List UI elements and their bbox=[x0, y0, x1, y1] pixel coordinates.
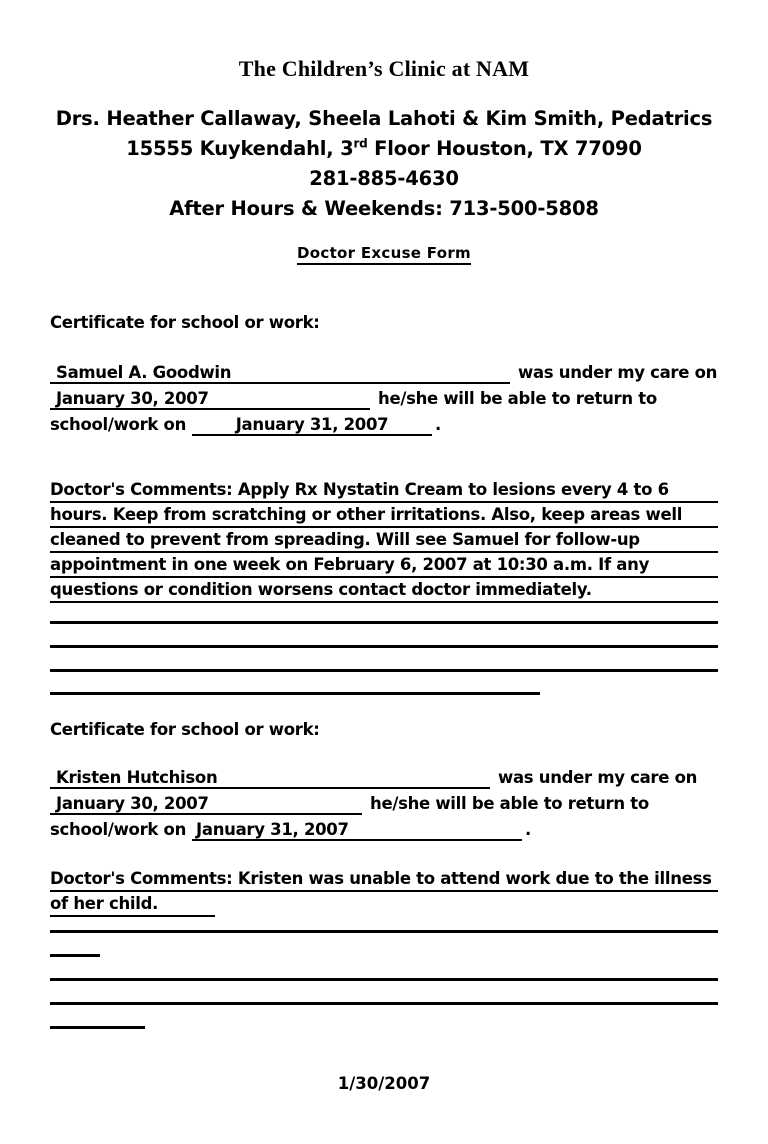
certificate-2-care-date[interactable]: January 30, 2007 bbox=[50, 794, 362, 815]
comments-1-line-text: questions or condition worsens contact doctor immediately. bbox=[50, 580, 592, 599]
certificate-1-heading: Certificate for school or work: bbox=[50, 313, 320, 332]
certificate-1-care-date[interactable]: January 30, 2007 bbox=[50, 389, 370, 410]
certificate-1-school-work-label: school/work on bbox=[50, 415, 187, 434]
certificate-2-care-date-row bbox=[50, 794, 649, 815]
comments-1-line bbox=[50, 503, 718, 528]
blank-rule bbox=[50, 621, 718, 624]
blank-rule bbox=[50, 978, 718, 981]
comments-2-line bbox=[50, 867, 718, 892]
certificate-1-care-date-row bbox=[50, 389, 657, 410]
blank-rule bbox=[50, 954, 100, 957]
comments-1-line-text: Doctor's Comments: Apply Rx Nystatin Cream to lesions every 4 to 6 bbox=[50, 480, 669, 499]
certificate-2-heading: Certificate for school or work: bbox=[50, 720, 320, 739]
address-prefix: 15555 Kuykendahl, 3 bbox=[126, 137, 354, 160]
certificate-1-name-row bbox=[50, 363, 717, 384]
certificate-2-name-row bbox=[50, 768, 697, 789]
certificate-2-return-row bbox=[50, 820, 531, 841]
certificate-2-return-date[interactable]: January 31, 2007 bbox=[192, 820, 522, 841]
blank-rule bbox=[50, 930, 718, 933]
certificate-2-return-text: he/she will be able to return to bbox=[370, 794, 649, 813]
blank-rule bbox=[50, 669, 718, 672]
clinic-header-block bbox=[0, 104, 768, 224]
certificate-1-period: . bbox=[435, 415, 441, 434]
comments-2-line-text: of her child. bbox=[50, 894, 159, 913]
after-hours-line: After Hours & Weekends: 713-500-5808 bbox=[169, 197, 599, 220]
address-ordinal: rd bbox=[353, 136, 368, 151]
certificate-1-patient-name[interactable]: Samuel A. Goodwin bbox=[50, 363, 510, 384]
comments-1-line bbox=[50, 578, 718, 603]
comments-2-line-text: Doctor's Comments: Kristen was unable to attend work due to the illness bbox=[50, 869, 712, 888]
phone-line: 281-885-4630 bbox=[309, 167, 459, 190]
certificate-1-care-text: was under my care on bbox=[518, 363, 718, 382]
comments-1-line-text: appointment in one week on February 6, 2007 at 10:30 a.m. If any bbox=[50, 555, 650, 574]
certificate-2-period: . bbox=[525, 820, 531, 839]
doctors-line: Drs. Heather Callaway, Sheela Lahoti & Kim Smith, Pedatrics bbox=[55, 107, 713, 130]
form-title: Doctor Excuse Form bbox=[297, 244, 471, 265]
certificate-2-school-work-label: school/work on bbox=[50, 820, 187, 839]
clinic-title: The Children’s Clinic at NAM bbox=[238, 56, 530, 81]
comments-1-line bbox=[50, 528, 718, 553]
blank-rule bbox=[50, 1002, 718, 1005]
comments-1-line-text: hours. Keep from scratching or other irritations. Also, keep areas well bbox=[50, 505, 683, 524]
address-suffix: Floor Houston, TX 77090 bbox=[367, 137, 642, 160]
blank-rule bbox=[50, 645, 718, 648]
comments-1-line bbox=[50, 478, 718, 503]
certificate-1-return-date[interactable]: January 31, 2007 bbox=[192, 415, 432, 436]
form-title-wrap bbox=[0, 244, 768, 265]
blank-rule bbox=[50, 692, 540, 695]
certificate-1-return-row bbox=[50, 415, 441, 436]
certificate-2-patient-name[interactable]: Kristen Hutchison bbox=[50, 768, 490, 789]
footer-date: 1/30/2007 bbox=[337, 1074, 431, 1093]
comments-1-line bbox=[50, 553, 718, 578]
address-line bbox=[0, 134, 768, 164]
certificate-2-care-text: was under my care on bbox=[498, 768, 698, 787]
certificate-1-return-text: he/she will be able to return to bbox=[378, 389, 657, 408]
comments-1-line-text: cleaned to prevent from spreading. Will see Samuel for follow-up bbox=[50, 530, 640, 549]
blank-rule bbox=[50, 1026, 145, 1029]
comments-2-line bbox=[50, 892, 215, 917]
